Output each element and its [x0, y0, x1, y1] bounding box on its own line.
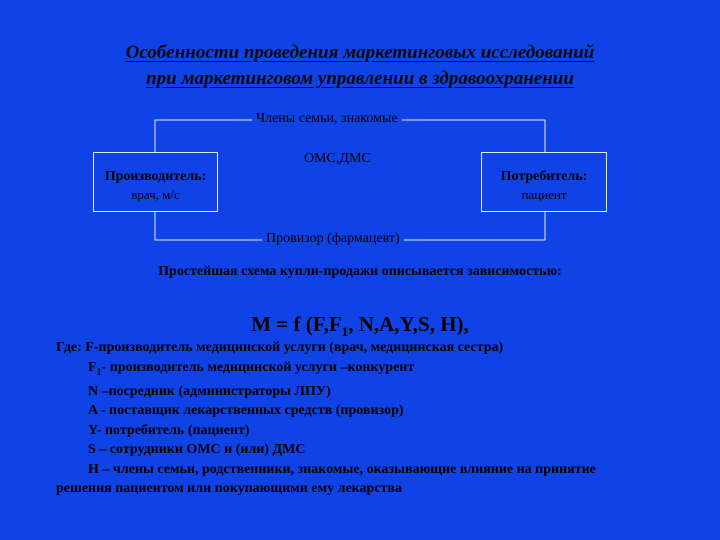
legend-n: N –посредник (администраторы ЛПУ) — [88, 383, 331, 399]
legend-a: A - поставщик лекарственных средств (провизор) — [88, 403, 404, 419]
family-label: Члены семьи, знакомые — [252, 111, 402, 127]
producer-title: Производитель: — [104, 169, 207, 184]
legend-h-line-2: решения пациентом или покупающими ему лекарства — [56, 481, 402, 497]
insurance-label: ОМС,ДМС — [304, 151, 371, 166]
consumer-box — [481, 152, 607, 212]
title-line-1: Особенности проведения маркетинговых исследований — [125, 42, 595, 63]
formula-subscript: 1 — [341, 324, 349, 340]
consumer-subtitle: пациент — [521, 187, 567, 202]
pharmacist-label: Провизор (фармацевт) — [262, 231, 404, 247]
producer-subtitle: врач, м/с — [131, 187, 180, 202]
formula — [0, 312, 720, 340]
consumer-title: Потребитель: — [500, 169, 588, 184]
legend-intro: Где: F-производитель медицинской услуги (врач, медицинская сестра) — [56, 340, 504, 355]
formula-part-1: M = f (F,F — [251, 312, 342, 336]
producer-box — [93, 152, 218, 212]
title-line-2: при маркетинговом управлении в здравоохранении — [146, 68, 574, 89]
scheme-description: Простейшая схема купли-продажи описывается зависимостью: — [158, 264, 562, 279]
legend-h-line-1: H – члены семьи, родственники, знакомые, оказывающие влияние на принятие — [88, 461, 596, 477]
formula-legend — [56, 338, 696, 499]
legend-y: Y- потребитель (пациент) — [88, 422, 250, 438]
formula-part-2: , N,A,Y,S, H), — [348, 312, 469, 336]
legend-f1: $F_1-$ производитель медицинской услуги –конкурент — [88, 359, 415, 378]
legend-s: S – сотрудники ОМС и (или) ДМС — [88, 442, 306, 458]
